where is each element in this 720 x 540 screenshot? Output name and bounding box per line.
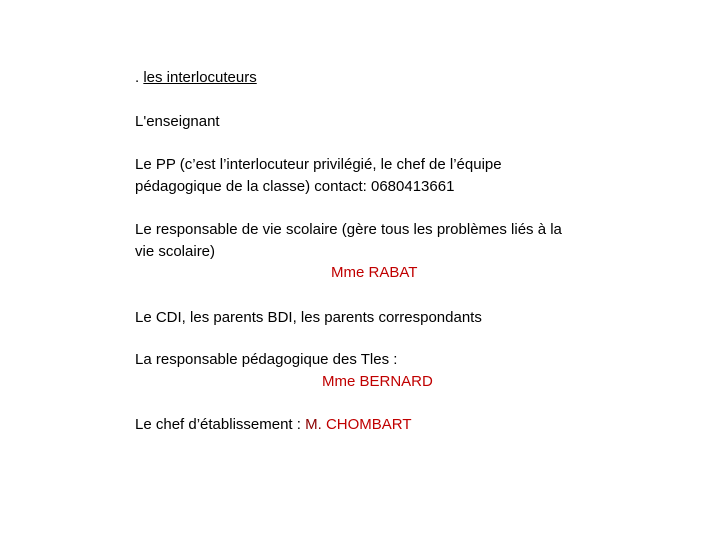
chef-prefix: M.: [305, 416, 326, 433]
tles-name: Mme BERNARD: [322, 373, 433, 390]
pp-line-2: pédagogique de la classe) contact: 0680413661: [135, 178, 455, 195]
tles-line: La responsable pédagogique des Tles :: [135, 351, 398, 368]
vie-scolaire-name: Mme RABAT: [331, 264, 418, 281]
heading: [135, 67, 257, 89]
pp-line-1: Le PP (c’est l’interlocuteur privilégié, le chef de l’équipe: [135, 156, 502, 173]
heading-prefix: .: [135, 69, 144, 86]
vie-scolaire-line-1: Le responsable de vie scolaire (gère tous les problèmes liés à la: [135, 221, 562, 238]
chef-line: [135, 414, 412, 436]
vie-scolaire-line-2: vie scolaire): [135, 243, 216, 260]
cdi-line: Le CDI, les parents BDI, les parents correspondants: [135, 309, 482, 326]
chef-label: Le chef d’établissement :: [135, 416, 306, 433]
heading-text: les interlocuteurs: [143, 69, 257, 86]
chef-name: CHOMBART: [325, 416, 412, 433]
teacher-line: L'enseignant: [135, 113, 220, 130]
